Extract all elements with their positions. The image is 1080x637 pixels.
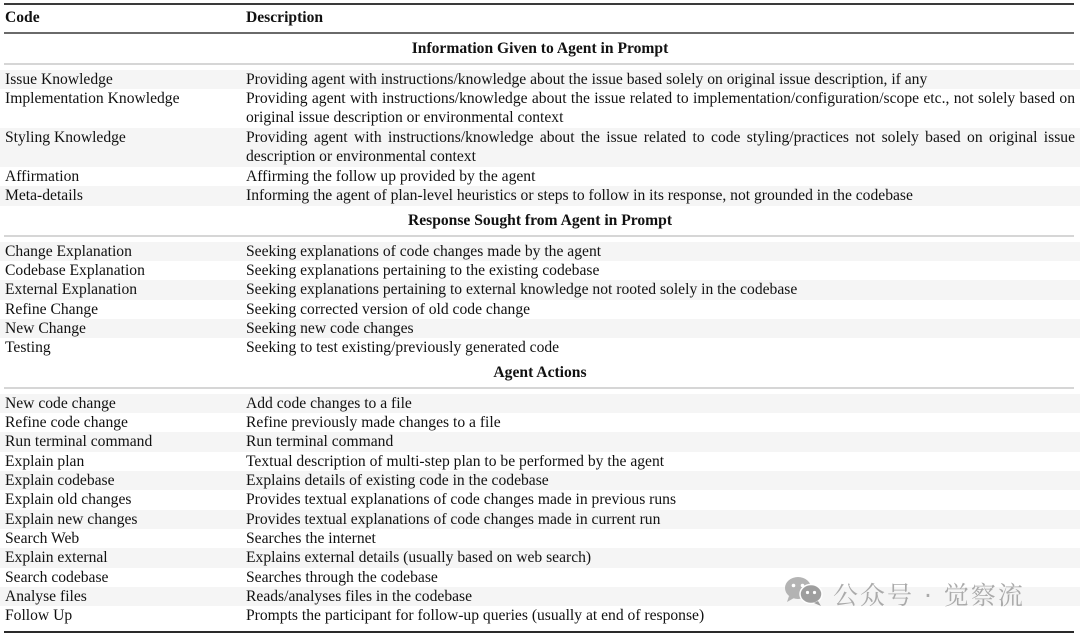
row-code: Testing	[5, 339, 51, 356]
table-row	[0, 300, 1080, 319]
table-row	[0, 432, 1080, 452]
row-description: Informing the agent of plan-level heuristics or steps to follow in its response, not grounded in the codebase	[246, 187, 913, 204]
row-code: Styling Knowledge	[5, 129, 126, 146]
section-title-response-sought: Response Sought from Agent in Prompt	[407, 212, 673, 229]
row-description: Providing agent with instructions/knowledge about the issue based solely on original issue description, if any	[246, 71, 928, 88]
watermark-text: 公众号 · 觉察流	[833, 581, 1025, 610]
table-row	[0, 510, 1080, 529]
row-description: Refine previously made changes to a file	[246, 414, 501, 431]
wechat-icon	[783, 575, 833, 613]
bottom-rule	[4, 631, 1074, 633]
watermark	[783, 577, 1025, 611]
row-description: Textual description of multi-step plan to be performed by the agent	[246, 453, 665, 470]
row-description: Seeking explanations of code changes made by the agent	[246, 243, 602, 260]
table-row	[0, 529, 1080, 548]
row-description: Searches the internet	[246, 530, 376, 547]
table-row	[0, 338, 1080, 358]
table-row	[0, 128, 1080, 167]
table-row	[0, 319, 1080, 338]
section-rule	[4, 63, 1074, 65]
table-row	[0, 490, 1080, 510]
row-description: Seeking explanations pertaining to the existing codebase	[246, 262, 600, 279]
row-description: Providing agent with instructions/knowledge about the issue related to implementation/configuration/scope etc., not solely based on original issue description or environmental context	[246, 90, 1075, 127]
row-code: Codebase Explanation	[5, 262, 145, 279]
row-code: Explain external	[5, 549, 108, 566]
section-title-information-given: Information Given to Agent in Prompt	[411, 40, 669, 57]
row-description: Searches through the codebase	[246, 569, 438, 586]
table-row	[0, 280, 1080, 300]
top-rule	[4, 3, 1074, 5]
header-rule	[4, 32, 1074, 34]
column-header-description: Description	[246, 9, 324, 26]
row-code: Affirmation	[5, 168, 80, 185]
row-code: Analyse files	[5, 588, 87, 605]
row-description: Explains external details (usually based on web search)	[246, 549, 592, 566]
row-code: Explain new changes	[5, 511, 138, 528]
row-code: Change Explanation	[5, 243, 132, 260]
table-row	[0, 186, 1080, 206]
row-description: Provides textual explanations of code changes made in current run	[246, 511, 661, 528]
row-code: External Explanation	[5, 281, 138, 298]
section-rule	[4, 235, 1074, 237]
row-code: New code change	[5, 395, 116, 412]
table-row	[0, 70, 1080, 89]
table-row	[0, 394, 1080, 413]
row-description: Seeking new code changes	[246, 320, 414, 337]
row-code: Search codebase	[5, 569, 109, 586]
row-description: Prompts the participant for follow-up queries (usually at end of response)	[246, 607, 705, 624]
row-code: Explain old changes	[5, 491, 132, 508]
table-row	[0, 413, 1080, 432]
row-code: Explain codebase	[5, 472, 115, 489]
row-code: Issue Knowledge	[5, 71, 113, 88]
section-title-agent-actions: Agent Actions	[493, 364, 587, 381]
row-description: Reads/analyses files in the codebase	[246, 588, 473, 605]
row-description: Seeking to test existing/previously generated code	[246, 339, 560, 356]
row-code: Meta-details	[5, 187, 83, 204]
row-description: Run terminal command	[246, 433, 394, 450]
row-description: Providing agent with instructions/knowledge about the issue related to code styling/practices not solely based on original issue description or environmental context	[246, 129, 1075, 166]
section-rule	[4, 387, 1074, 389]
row-description: Provides textual explanations of code changes made in previous runs	[246, 491, 677, 508]
table-row	[0, 261, 1080, 280]
row-code: Search Web	[5, 530, 80, 547]
row-code: Run terminal command	[5, 433, 153, 450]
row-code: Refine code change	[5, 414, 128, 431]
table-row	[0, 452, 1080, 471]
row-description: Explains details of existing code in the codebase	[246, 472, 549, 489]
row-description: Seeking explanations pertaining to external knowledge not rooted solely in the codebase	[246, 281, 798, 298]
row-description: Add code changes to a file	[246, 395, 412, 412]
row-code: Refine Change	[5, 301, 99, 318]
table-row	[0, 242, 1080, 261]
row-code: Follow Up	[5, 607, 73, 624]
row-description: Affirming the follow up provided by the agent	[246, 168, 536, 185]
row-code: New Change	[5, 320, 86, 337]
table-row	[0, 167, 1080, 186]
row-code: Explain plan	[5, 453, 85, 470]
table-row	[0, 89, 1080, 128]
table-row	[0, 471, 1080, 490]
row-description: Seeking corrected version of old code change	[246, 301, 531, 318]
column-header-code: Code	[5, 9, 40, 26]
row-code: Implementation Knowledge	[5, 90, 180, 107]
table-row	[0, 548, 1080, 568]
